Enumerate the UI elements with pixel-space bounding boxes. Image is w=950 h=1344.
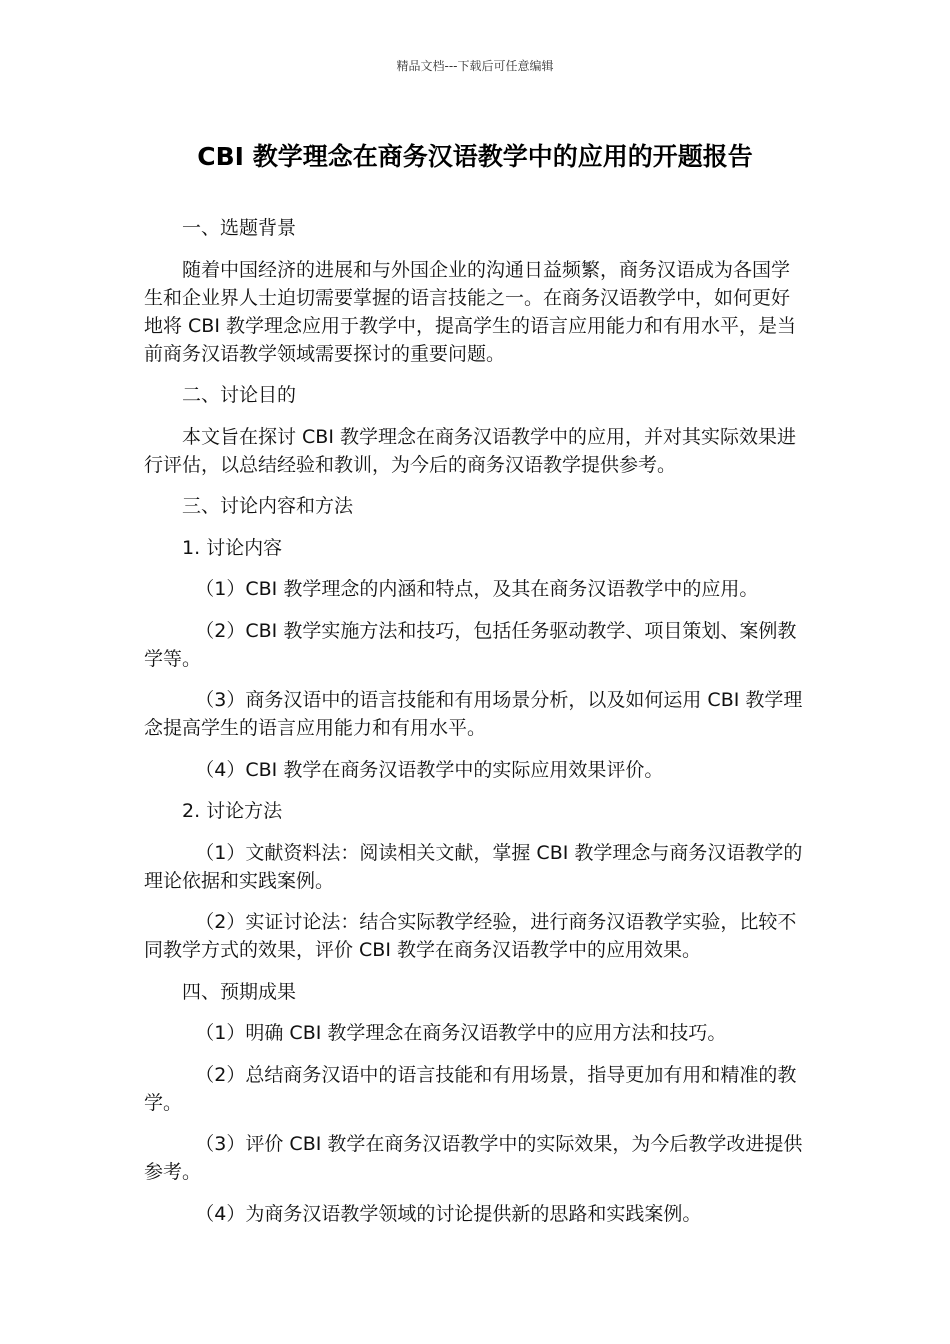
- paragraph-purpose: 本文旨在探讨 CBI 教学理念在商务汉语教学中的应用，并对其实际效果进行评估，以总结经验和教训，为今后的商务汉语教学提供参考。: [144, 425, 796, 476]
- list-item-result-3: （3）评价 CBI 教学在商务汉语教学中的实际效果，为今后教学改进提供参考。: [144, 1133, 803, 1183]
- list-item-method-2: （2）实证讨论法：结合实际教学经验，进行商务汉语教学实验，比较不同教学方式的效果，评价 CBI 教学在商务汉语教学中的应用效果。: [144, 911, 797, 961]
- section-heading-background: 一、选题背景: [182, 217, 297, 239]
- paragraph-background: 随着中国经济的进展和与外国企业的沟通日益频繁，商务汉语成为各国学生和企业界人士迫切需要掌握的语言技能之一。在商务汉语教学中，如何更好地将 CBI 教学理念应用于教学中，提高学生的语言应用能力和有用水平，是当前商务汉语教学领域需要探讨的重要问题。: [144, 258, 796, 365]
- document-title: CBI 教学理念在商务汉语教学中的应用的开题报告: [197, 142, 753, 171]
- document-body: [144, 214, 808, 1241]
- subheading-content: 1. 讨论内容: [182, 536, 283, 559]
- list-item-result-4: （4）为商务汉语教学领域的讨论提供新的思路和实践案例。: [195, 1202, 702, 1225]
- list-item-content-2: （2）CBI 教学实施方法和技巧，包括任务驱动教学、项目策划、案例教学等。: [144, 619, 797, 670]
- subheading-method: 2. 讨论方法: [182, 800, 283, 822]
- section-heading-expected-results: 四、预期成果: [182, 980, 297, 1003]
- page-header-note: 精品文档---下载后可任意编辑: [396, 59, 554, 73]
- list-item-content-1: （1）CBI 教学理念的内涵和特点，及其在商务汉语教学中的应用。: [195, 578, 759, 600]
- list-item-content-3: （3）商务汉语中的语言技能和有用场景分析，以及如何运用 CBI 教学理念提高学生的语言应用能力和有用水平。: [144, 689, 803, 739]
- section-heading-purpose: 二、讨论目的: [182, 384, 297, 406]
- list-item-result-1: （1）明确 CBI 教学理念在商务汉语教学中的应用方法和技巧。: [195, 1022, 727, 1044]
- list-item-result-2: （2）总结商务汉语中的语言技能和有用场景，指导更加有用和精准的教学。: [144, 1063, 797, 1114]
- list-item-content-4: （4）CBI 教学在商务汉语教学中的实际应用效果评价。: [195, 758, 664, 781]
- section-heading-content-method: 三、讨论内容和方法: [182, 495, 354, 517]
- list-item-method-1: （1）文献资料法：阅读相关文献，掌握 CBI 教学理念与商务汉语教学的理论依据和实践案例。: [144, 841, 803, 892]
